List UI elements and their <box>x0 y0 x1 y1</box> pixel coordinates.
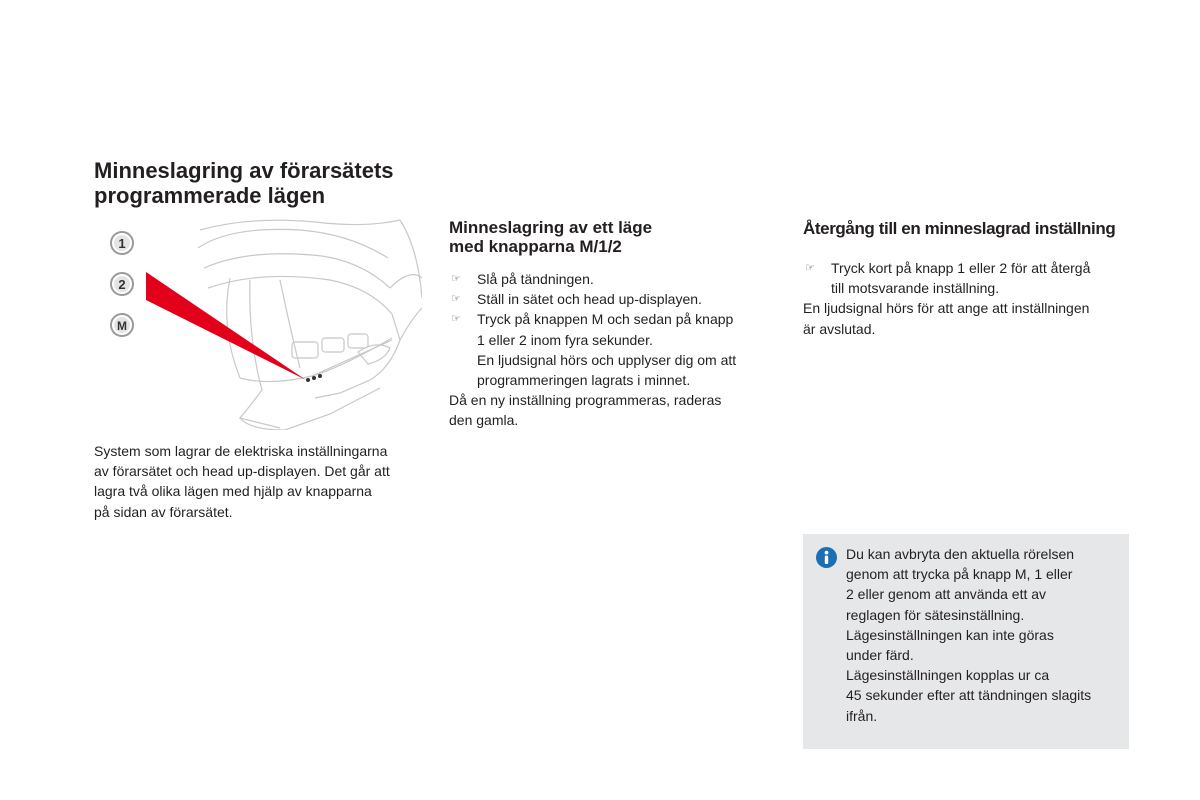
intro-line: System som lagrar de elektriska inställningarna <box>94 443 388 459</box>
info-line: reglagen för sätesinställning. <box>846 606 1025 623</box>
info-box-text <box>846 544 1121 726</box>
info-line: Lägesinställningen kopplas ur ca <box>846 667 1050 684</box>
recall-note <box>803 298 1133 338</box>
store-step <box>449 289 774 309</box>
info-line: Du kan avbryta den aktuella rörelsen <box>846 546 1075 562</box>
info-line: 45 sekunder efter att tändningen slagits <box>846 687 1092 704</box>
seat-line-art <box>198 220 422 430</box>
pointing-hand-icon: ☞ <box>451 313 461 326</box>
button-1-label: 1 <box>118 236 126 251</box>
section-store-heading <box>449 218 774 256</box>
pointing-hand-icon: ☞ <box>451 273 461 285</box>
recall-step-text: Tryck kort på knapp 1 eller 2 för att återgå <box>831 260 1091 276</box>
info-line: Lägesinställningen kan inte göras <box>846 626 1054 643</box>
section-store-heading-line-2: med knapparna M/1/2 <box>449 237 622 256</box>
pointing-hand-icon: ☞ <box>451 293 461 306</box>
info-box <box>803 534 1129 749</box>
seat-illustration <box>100 218 422 430</box>
section-recall-heading: Återgång till en minneslagrad inställning <box>803 219 1116 238</box>
store-step <box>449 309 774 390</box>
store-note-line: den gamla. <box>449 412 519 429</box>
page-title-line-2: programmerade lägen <box>94 183 326 208</box>
intro-text <box>94 441 429 522</box>
store-step <box>449 269 774 289</box>
info-line: ifrån. <box>846 707 878 724</box>
store-steps-list <box>449 269 774 390</box>
store-step-text: programmeringen lagrats i minnet. <box>477 372 691 389</box>
recall-steps-list <box>803 258 1133 298</box>
button-2-icon <box>111 273 133 295</box>
store-step-text: Ställ in sätet och head up-displayen. <box>477 291 702 308</box>
recall-note-line: är avslutad. <box>803 320 876 337</box>
info-line: under färd. <box>846 647 914 664</box>
button-2-label: 2 <box>118 277 126 292</box>
intro-line: av förarsätet och head up-displayen. Det går att <box>94 463 390 480</box>
page-title-line-1: Minneslagring av förarsätets <box>94 158 394 183</box>
store-step-text: 1 eller 2 inom fyra sekunder. <box>477 331 653 348</box>
recall-step-text: till motsvarande inställning. <box>831 280 1000 297</box>
info-line: genom att trycka på knapp M, 1 eller <box>846 566 1073 583</box>
store-step-text: En ljudsignal hörs och upplyser dig om att <box>477 351 737 368</box>
section-store-heading-line-1: Minneslagring av ett läge <box>449 218 653 237</box>
intro-line: lagra två olika lägen med hjälp av knapparna <box>94 483 372 500</box>
button-1-icon <box>111 232 133 254</box>
info-line: 2 eller genom att använda ett av <box>846 586 1047 603</box>
section-store-position <box>449 218 774 431</box>
info-icon <box>816 547 837 568</box>
page-title <box>94 158 434 208</box>
store-note-line: Då en ny inställning programmeras, raderas <box>449 392 722 409</box>
store-note <box>449 390 774 430</box>
button-M-label: M <box>117 319 127 333</box>
section-recall-position <box>803 218 1133 339</box>
recall-step <box>803 258 1133 298</box>
store-step-text: Tryck på knappen M och sedan på knapp <box>477 311 734 328</box>
intro-line: på sidan av förarsätet. <box>94 503 233 520</box>
store-step-text: Slå på tändningen. <box>477 271 594 287</box>
pointing-hand-icon: ☞ <box>805 262 815 274</box>
button-M-icon <box>111 314 133 336</box>
recall-note-line: En ljudsignal hörs för att ange att inställningen <box>803 300 1090 317</box>
